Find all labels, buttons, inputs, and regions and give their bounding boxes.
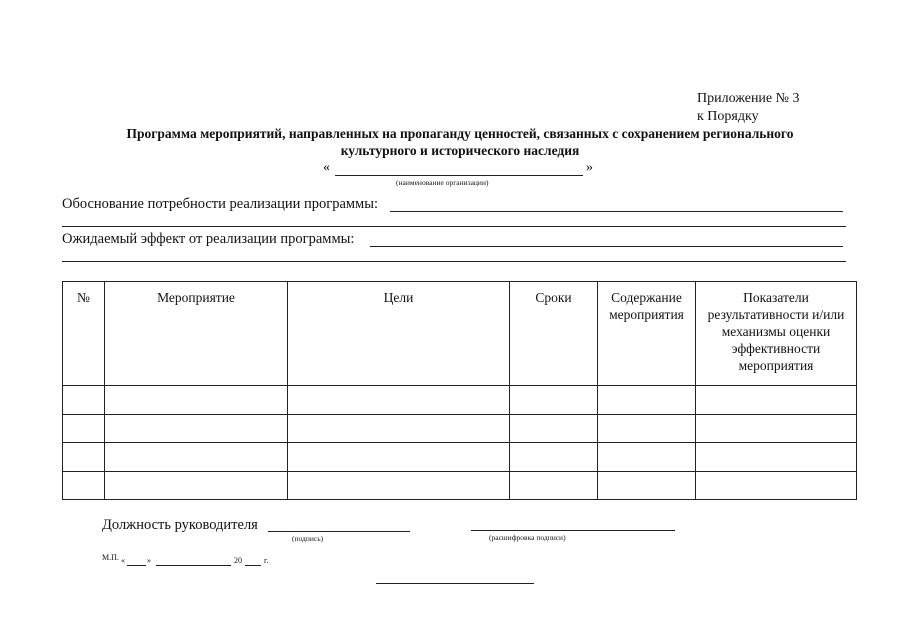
effect-line-2[interactable] — [62, 261, 846, 262]
table-cell[interactable] — [598, 443, 696, 472]
justification-line-1[interactable] — [390, 211, 843, 212]
date-day-line[interactable] — [127, 565, 146, 566]
table-cell[interactable] — [63, 471, 105, 500]
program-table — [62, 281, 857, 500]
table-cell[interactable] — [105, 471, 288, 500]
stamp-place-label: М.П. — [102, 553, 119, 562]
table-cell[interactable] — [63, 386, 105, 415]
table-cell[interactable] — [105, 386, 288, 415]
org-underline — [335, 175, 583, 176]
table-cell[interactable] — [105, 414, 288, 443]
header-terms: Сроки — [510, 282, 598, 386]
effect-line-1[interactable] — [370, 246, 843, 247]
decoding-line[interactable] — [471, 530, 675, 531]
date-close-quote: » — [147, 556, 151, 565]
organization-caption: (наименование организации) — [396, 178, 489, 187]
table-row — [63, 414, 857, 443]
organization-name-field[interactable] — [323, 160, 593, 178]
org-close-quote: » — [586, 160, 593, 175]
date-year-line[interactable] — [245, 565, 261, 566]
table-cell[interactable] — [288, 386, 510, 415]
table-cell[interactable] — [510, 414, 598, 443]
table-row — [63, 471, 857, 500]
appendix-note — [697, 90, 800, 126]
position-label: Должность руководителя — [102, 517, 258, 533]
org-open-quote: « — [323, 160, 330, 175]
table-cell[interactable] — [105, 443, 288, 472]
table-cell[interactable] — [510, 386, 598, 415]
justification-line-2[interactable] — [62, 226, 846, 227]
table-cell[interactable] — [288, 471, 510, 500]
decoding-caption: (расшифровка подписи) — [489, 533, 566, 542]
date-year-prefix: 20 — [234, 556, 242, 565]
signature-line[interactable] — [268, 531, 410, 532]
table-cell[interactable] — [288, 443, 510, 472]
table-cell[interactable] — [63, 443, 105, 472]
table-cell[interactable] — [598, 414, 696, 443]
table-row — [63, 386, 857, 415]
effect-label: Ожидаемый эффект от реализации программы: — [62, 231, 355, 247]
table-cell[interactable] — [63, 414, 105, 443]
table-cell[interactable] — [510, 443, 598, 472]
table-cell[interactable] — [696, 386, 857, 415]
date-month-line[interactable] — [156, 565, 231, 566]
table-header-row — [63, 282, 857, 386]
table-cell[interactable] — [696, 443, 857, 472]
header-content: Содержание мероприятия — [598, 282, 696, 386]
title-line-1: Программа мероприятий, направленных на пропаганду ценностей, связанных с сохранением регионального — [126, 126, 794, 141]
title-line-2: культурного и исторического наследия — [340, 143, 580, 158]
table-cell[interactable] — [510, 471, 598, 500]
date-open-quote: « — [121, 556, 125, 565]
appendix-number: Приложение № 3 — [697, 91, 800, 106]
table-cell[interactable] — [288, 414, 510, 443]
table-cell[interactable] — [598, 386, 696, 415]
document-title — [60, 125, 860, 159]
justification-label: Обоснование потребности реализации программы: — [62, 196, 379, 212]
header-goals: Цели — [288, 282, 510, 386]
date-year-suffix: г. — [264, 556, 269, 565]
table-cell[interactable] — [696, 471, 857, 500]
header-event: Мероприятие — [105, 282, 288, 386]
header-num: № — [63, 282, 105, 386]
header-indicators: Показатели результативности и/или механизмы оценки эффективности мероприятия — [696, 282, 857, 386]
signature-caption: (подпись) — [292, 534, 324, 543]
table-cell[interactable] — [696, 414, 857, 443]
table-row — [63, 443, 857, 472]
bottom-line — [376, 583, 534, 584]
appendix-reference: к Порядку — [697, 109, 759, 124]
table-cell[interactable] — [598, 471, 696, 500]
